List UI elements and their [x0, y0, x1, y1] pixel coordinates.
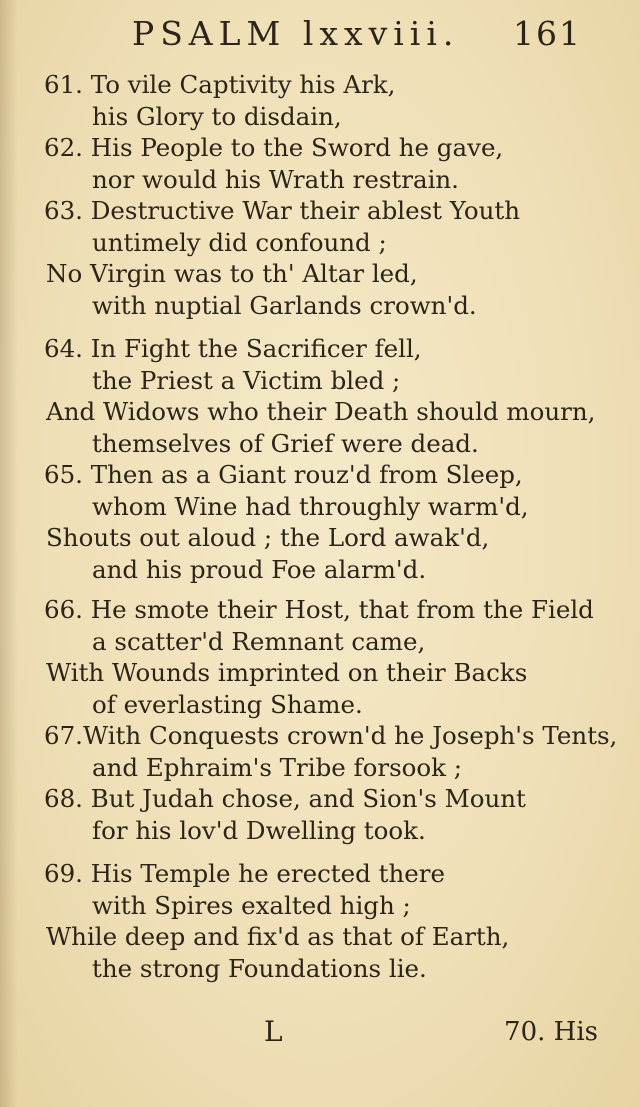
verse-line: [0, 858, 640, 890]
stanza-block: [0, 858, 640, 984]
verse-line: with nuptial Garlands crown'd.: [92, 290, 477, 320]
verse-number: 64.: [44, 334, 83, 363]
verse-line: [0, 459, 640, 491]
verse-line: Shouts out aloud ; the Lord awak'd,: [46, 523, 490, 552]
stanza-block: [0, 333, 640, 585]
verse-line: of everlasting Shame.: [92, 689, 363, 719]
verse-number: 61.: [44, 70, 83, 99]
verse-line: a scatter'd Remnant came,: [92, 626, 426, 656]
running-title: PSALM lxxviii.: [132, 14, 460, 53]
verse-line: the strong Foundations lie.: [92, 953, 427, 983]
stanza-block: [0, 594, 640, 846]
verse-text: His Temple he erected there: [82, 859, 445, 888]
verse-number: 62.: [44, 133, 83, 162]
verse-number: 63.: [44, 196, 83, 225]
verse-number: 69.: [44, 859, 83, 888]
verse-text: He smote their Host, that from the Field: [82, 595, 594, 624]
verse-line: and his proud Foe alarm'd.: [92, 554, 427, 584]
verse-line: [0, 333, 640, 365]
verse-line: and Ephraim's Tribe forsook ;: [92, 752, 463, 782]
verse-text: With Conquests crown'd he Joseph's Tents,: [82, 721, 618, 750]
verse-number: 65.: [44, 460, 83, 489]
verse-line: the Priest a Victim bled ;: [92, 365, 401, 395]
verse-line: for his lov'd Dwelling took.: [92, 815, 426, 845]
verse-line: [0, 132, 640, 164]
verse-line: with Spires exalted high ;: [92, 890, 411, 920]
verse-text: In Fight the Sacrificer fell,: [82, 334, 422, 363]
verse-number: 67.: [44, 721, 83, 750]
verse-line: his Glory to disdain,: [92, 101, 342, 131]
verse-line: themselves of Grief were dead.: [92, 428, 479, 458]
verse-line: [0, 594, 640, 626]
verse-text: His People to the Sword he gave,: [82, 133, 504, 162]
verse-line: [0, 69, 640, 101]
page-footer: [0, 1012, 640, 1052]
stanza-block: [0, 69, 640, 321]
verse-line: nor would his Wrath restrain.: [92, 164, 459, 194]
catchword: 70. His: [504, 1017, 598, 1047]
verse-line: With Wounds imprinted on their Backs: [46, 658, 528, 687]
signature-mark: L: [264, 1015, 283, 1048]
page-header: [0, 12, 640, 56]
verse-text: To vile Captivity his Ark,: [82, 70, 396, 99]
verse-line: untimely did confound ;: [92, 227, 387, 257]
verse-text: Then as a Giant rouz'd from Sleep,: [82, 460, 523, 489]
verse-number: 66.: [44, 595, 83, 624]
verse-text: But Judah chose, and Sion's Mount: [82, 784, 526, 813]
verse-line: [0, 720, 640, 752]
verse-number: 68.: [44, 784, 83, 813]
verse-line: whom Wine had throughly warm'd,: [92, 491, 529, 521]
verse-line: And Widows who their Death should mourn,: [46, 397, 596, 426]
verse-line: [0, 195, 640, 227]
verse-line: While deep and fix'd as that of Earth,: [46, 922, 510, 951]
page-number: 161: [513, 14, 582, 53]
verse-line: No Virgin was to th' Altar led,: [46, 259, 418, 288]
verse-text: Destructive War their ablest Youth: [82, 196, 520, 225]
verse-line: [0, 783, 640, 815]
